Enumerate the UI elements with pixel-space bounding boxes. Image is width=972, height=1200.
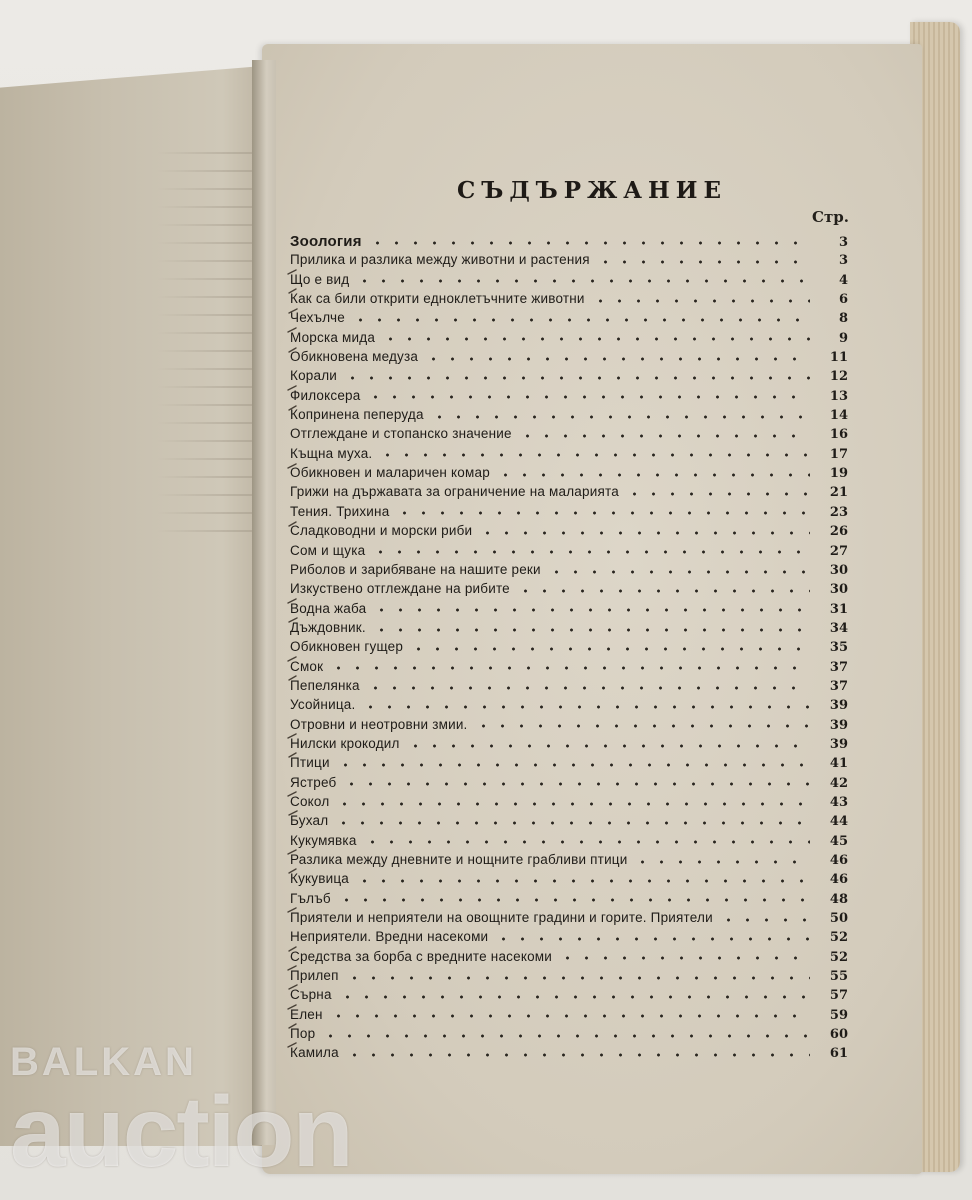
toc-dot-leader bbox=[424, 357, 810, 361]
left-page bbox=[0, 66, 262, 1146]
toc-list bbox=[290, 233, 848, 1065]
faded-left-page-text bbox=[0, 136, 262, 536]
toc-entry-label: Смок bbox=[290, 658, 324, 674]
toc-dot-leader bbox=[381, 337, 810, 341]
toc-entry-label: Обикновен и маларичен комар bbox=[290, 465, 490, 481]
toc-entry bbox=[290, 620, 848, 639]
toc-dot-leader bbox=[371, 550, 810, 554]
toc-entry-label: Кукумявка bbox=[290, 832, 357, 848]
toc-entry-label: Къщна муха. bbox=[290, 445, 373, 461]
toc-entry-label: Сладководни и морски риби bbox=[290, 523, 473, 539]
toc-entry-label: Пор bbox=[290, 1026, 316, 1042]
toc-dot-leader bbox=[372, 628, 810, 632]
toc-entry bbox=[290, 330, 848, 349]
toc-entry-label: Бухал bbox=[290, 813, 329, 829]
toc-entry bbox=[290, 407, 848, 426]
toc-entry-label: Кукувица bbox=[290, 871, 349, 887]
toc-dot-leader bbox=[516, 589, 810, 593]
toc-entry bbox=[290, 446, 848, 465]
toc-dot-leader bbox=[496, 473, 810, 477]
toc-dot-leader bbox=[351, 318, 810, 322]
toc-entry-label: Нилски крокодил bbox=[290, 735, 400, 751]
toc-dot-leader bbox=[345, 976, 810, 980]
toc-entry-page: 30 bbox=[829, 582, 848, 598]
toc-entry bbox=[290, 987, 848, 1006]
toc-dot-leader bbox=[355, 279, 810, 283]
toc-entry-page: 3 bbox=[838, 253, 848, 269]
toc-entry-page: 34 bbox=[829, 620, 848, 636]
toc-entry bbox=[290, 794, 848, 813]
toc-dot-leader bbox=[337, 898, 810, 902]
toc-dot-leader bbox=[494, 937, 810, 941]
toc-entry bbox=[290, 949, 848, 968]
toc-entry-page: 6 bbox=[838, 292, 848, 308]
toc-dot-leader bbox=[719, 918, 810, 922]
toc-entry-label: Отровни и неотровни змии. bbox=[290, 716, 468, 732]
toc-entry bbox=[290, 310, 848, 329]
toc-entry-label: Що е вид bbox=[290, 271, 350, 287]
toc-entry-page: 11 bbox=[829, 350, 848, 366]
toc-entry bbox=[290, 929, 848, 948]
toc-entry-label: Как са били открити едноклетъчните животни bbox=[290, 291, 585, 307]
book-gutter bbox=[252, 60, 276, 1145]
toc-entry bbox=[290, 968, 848, 987]
toc-dot-leader bbox=[345, 1053, 810, 1057]
toc-entry-page: 12 bbox=[829, 369, 848, 385]
toc-entry bbox=[290, 736, 848, 755]
toc-entry bbox=[290, 775, 848, 794]
toc-dot-leader bbox=[336, 763, 810, 767]
toc-dot-leader bbox=[368, 241, 810, 245]
toc-entry bbox=[290, 368, 848, 387]
toc-entry-label: Филоксера bbox=[290, 387, 361, 403]
toc-dot-leader bbox=[406, 744, 810, 748]
toc-dot-leader bbox=[329, 666, 810, 670]
toc-entry-page: 39 bbox=[829, 736, 848, 752]
toc-entry-label: Ястреб bbox=[290, 774, 337, 790]
toc-entry bbox=[290, 252, 848, 271]
toc-entry bbox=[290, 233, 848, 252]
toc-entry-page: 37 bbox=[829, 678, 848, 694]
toc-entry-label: Грижи на държавата за ограничение на маларията bbox=[290, 484, 619, 500]
toc-entry-label: Сом и щука bbox=[290, 542, 366, 558]
toc-entry-page: 52 bbox=[829, 949, 848, 965]
toc-entry bbox=[290, 426, 848, 445]
toc-entry-page: 26 bbox=[829, 524, 848, 540]
toc-entry-label: Камила bbox=[290, 1045, 339, 1061]
toc-dot-leader bbox=[335, 802, 810, 806]
toc-entry-page: 46 bbox=[829, 853, 848, 868]
watermark-line-2: auction bbox=[10, 1076, 352, 1188]
toc-dot-leader bbox=[366, 686, 810, 690]
toc-entry-label: Водна жаба bbox=[290, 600, 367, 616]
toc-entry-page: 16 bbox=[829, 427, 848, 443]
toc-dot-leader bbox=[361, 705, 810, 709]
toc-dot-leader bbox=[558, 956, 810, 960]
toc-entry bbox=[290, 833, 848, 852]
toc-dot-leader bbox=[625, 492, 810, 496]
toc-entry-label: Средства за борба с вредните насекоми bbox=[290, 948, 553, 964]
toc-entry-label: Приятели и неприятели на овощните градини и горите. Приятели bbox=[290, 910, 713, 926]
toc-dot-leader bbox=[596, 260, 810, 264]
toc-entry-page: 46 bbox=[829, 872, 848, 888]
toc-dot-leader bbox=[518, 434, 810, 438]
toc-dot-leader bbox=[334, 821, 810, 825]
toc-entry-label: Корали bbox=[290, 368, 338, 384]
toc-entry-page: 23 bbox=[829, 504, 848, 520]
toc-entry-page: 52 bbox=[829, 930, 848, 946]
toc-entry-page: 50 bbox=[829, 911, 848, 927]
toc-entry-label: Прилеп bbox=[290, 968, 339, 984]
toc-dot-leader bbox=[355, 879, 810, 883]
toc-entry-page: 19 bbox=[829, 466, 848, 482]
toc-dot-leader bbox=[342, 782, 810, 786]
toc-entry-page: 43 bbox=[829, 794, 848, 810]
page-column-header: Стр. bbox=[812, 208, 849, 226]
toc-entry bbox=[290, 291, 848, 310]
watermark bbox=[10, 1040, 390, 1188]
toc-entry-label: Обикновен гущер bbox=[290, 639, 404, 655]
toc-entry-page: 59 bbox=[829, 1007, 848, 1023]
toc-entry-page: 27 bbox=[829, 543, 848, 559]
toc-entry bbox=[290, 465, 848, 484]
toc-dot-leader bbox=[338, 995, 810, 999]
toc-entry-page: 39 bbox=[829, 717, 848, 733]
toc-entry-page: 57 bbox=[829, 988, 848, 1004]
toc-dot-leader bbox=[430, 415, 810, 419]
toc-entry-label: Отглеждане и стопанско значение bbox=[290, 426, 512, 442]
toc-entry-label: Копринена пеперуда bbox=[290, 407, 424, 423]
toc-entry-label: Чехълче bbox=[290, 310, 345, 326]
toc-entry bbox=[290, 697, 848, 716]
toc-entry bbox=[290, 678, 848, 697]
toc-entry-label: Морска мида bbox=[290, 329, 376, 345]
toc-entry-label: Изкуствено отглеждане на рибите bbox=[290, 581, 510, 597]
toc-entry-page: 42 bbox=[829, 775, 848, 791]
toc-entry-page: 48 bbox=[829, 891, 848, 907]
toc-entry bbox=[290, 562, 848, 581]
toc-dot-leader bbox=[591, 299, 810, 303]
toc-dot-leader bbox=[474, 724, 810, 728]
toc-entry bbox=[290, 484, 848, 503]
toc-entry bbox=[290, 272, 848, 291]
toc-entry bbox=[290, 581, 848, 600]
toc-entry-page: 13 bbox=[829, 388, 848, 404]
toc-entry-label: Елен bbox=[290, 1006, 323, 1022]
toc-entry-label: Сокол bbox=[290, 793, 330, 809]
toc-entry bbox=[290, 891, 848, 910]
toc-entry bbox=[290, 717, 848, 736]
toc-entry bbox=[290, 755, 848, 774]
toc-dot-leader bbox=[363, 840, 810, 844]
toc-entry-label: Гълъб bbox=[290, 890, 331, 906]
toc-entry-page: 17 bbox=[829, 446, 848, 462]
toc-entry-label: Неприятели. Вредни насекоми bbox=[290, 929, 489, 945]
toc-entry-page: 4 bbox=[838, 272, 848, 288]
toc-entry-label: Птици bbox=[290, 755, 330, 771]
watermark-line-1: BALKAN bbox=[10, 1040, 197, 1084]
toc-entry-label: Сърна bbox=[290, 987, 332, 1003]
toc-dot-leader bbox=[409, 647, 810, 651]
toc-entry-label: Усойница. bbox=[290, 697, 356, 713]
toc-dot-leader bbox=[321, 1034, 810, 1038]
toc-entry-page: 39 bbox=[829, 698, 848, 714]
toc-entry-page: 44 bbox=[829, 814, 848, 830]
toc-entry-page: 41 bbox=[829, 756, 848, 772]
toc-entry bbox=[290, 852, 848, 871]
toc-entry-label: Риболов и зарибяване на нашите реки bbox=[290, 561, 541, 577]
toc-entry bbox=[290, 639, 848, 658]
toc-dot-leader bbox=[366, 395, 810, 399]
toc-entry bbox=[290, 601, 848, 620]
toc-entry-label: Прилика и разлика между животни и растения bbox=[290, 252, 590, 268]
toc-entry-page: 14 bbox=[829, 408, 848, 424]
toc-entry-page: 37 bbox=[829, 659, 848, 675]
toc-entry-label: Зоология bbox=[290, 233, 362, 250]
toc-title: СЪДЪРЖАНИЕ bbox=[457, 177, 727, 204]
toc-entry-label: Тения. Трихина bbox=[290, 503, 390, 519]
toc-dot-leader bbox=[343, 376, 810, 380]
toc-dot-leader bbox=[395, 511, 810, 515]
toc-entry-page: 21 bbox=[829, 485, 848, 501]
toc-entry-page: 8 bbox=[838, 311, 848, 327]
toc-dot-leader bbox=[372, 608, 810, 612]
toc-entry bbox=[290, 388, 848, 407]
toc-entry bbox=[290, 504, 848, 523]
toc-entry-page: 61 bbox=[829, 1046, 848, 1062]
toc-entry-label: Пепелянка bbox=[290, 677, 360, 693]
toc-dot-leader bbox=[478, 531, 810, 535]
toc-entry bbox=[290, 349, 848, 368]
toc-entry-page: 31 bbox=[829, 601, 848, 617]
toc-dot-leader bbox=[329, 1014, 810, 1018]
toc-entry-page: 9 bbox=[838, 330, 848, 346]
toc-entry bbox=[290, 1007, 848, 1026]
toc-entry-page: 45 bbox=[829, 833, 848, 849]
toc-entry bbox=[290, 523, 848, 542]
toc-dot-leader bbox=[633, 860, 810, 864]
toc-entry-label: Разлика между дневните и нощните грабливи птици bbox=[290, 852, 628, 867]
toc-entry-label: Дъждовник. bbox=[290, 619, 366, 635]
toc-entry-page: 55 bbox=[829, 969, 848, 985]
toc-entry bbox=[290, 813, 848, 832]
toc-entry-page: 3 bbox=[838, 235, 848, 250]
toc-dot-leader bbox=[547, 570, 810, 574]
toc-entry bbox=[290, 659, 848, 678]
toc-entry-page: 35 bbox=[829, 640, 848, 656]
toc-entry bbox=[290, 871, 848, 890]
toc-entry bbox=[290, 543, 848, 562]
toc-dot-leader bbox=[378, 453, 810, 457]
toc-entry-page: 60 bbox=[829, 1027, 848, 1043]
toc-entry-page: 30 bbox=[829, 562, 848, 578]
toc-entry bbox=[290, 910, 848, 929]
toc-entry-label: Обикновена медуза bbox=[290, 349, 419, 365]
